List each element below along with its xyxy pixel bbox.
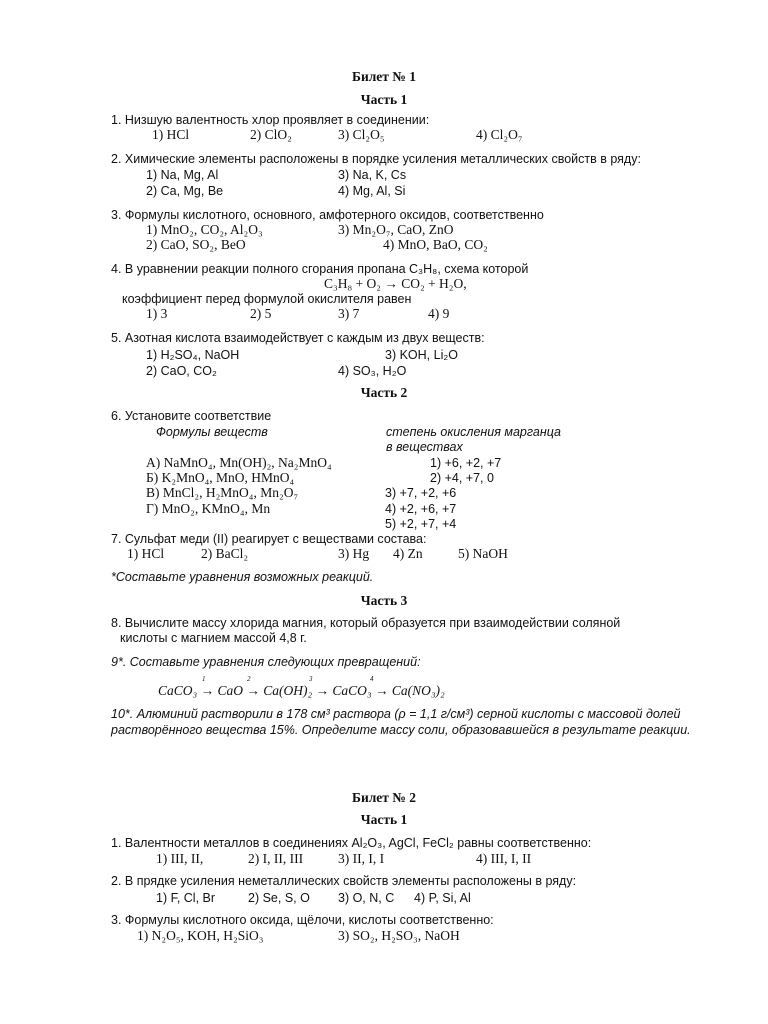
ticket-1-part-2-heading: Часть 2 — [360, 385, 408, 400]
t1-q5-option: 2) CaO, CO₂ — [146, 364, 217, 378]
t1-q6-left-item: А) NaMnO₄, Mn(OH)₂, Na₂MnO₄ — [146, 455, 332, 470]
t1-q3-option: 2) CaO, SO₂, BeO — [146, 237, 246, 252]
ticket-1-part-3-heading: Часть 3 — [360, 593, 408, 608]
t1-q4-option: 3) 7 — [338, 306, 360, 321]
t1-q1-option: 2) ClO₂ — [250, 127, 292, 142]
t1-q5-option: 4) SO₃, H₂O — [338, 364, 407, 378]
t1-q4-option: 4) 9 — [428, 306, 450, 321]
t2-q3-option: 1) N₂O₅, KOH, H₂SiO₃ — [137, 928, 264, 943]
ticket-2-title: Билет № 2 — [352, 790, 416, 805]
t1-q2-option: 1) Na, Mg, Al — [146, 168, 219, 182]
t1-q1-option: 1) HCl — [152, 127, 190, 142]
t1-q7-text: 7. Сульфат меди (II) реагирует с веществами состава: — [111, 532, 427, 546]
t1-q6-column-b-header: степень окисления марганца — [386, 425, 561, 439]
t1-q2-option: 3) Na, K, Cs — [338, 168, 407, 182]
t1-q9-step-number: 2 — [247, 675, 251, 683]
t1-q2-option: 2) Ca, Mg, Be — [146, 184, 224, 198]
t1-q5-option: 1) H₂SO₄, NaOH — [146, 348, 240, 362]
t1-q9-step-number: 4 — [370, 675, 374, 683]
t1-q6-left-item: Г) MnO₂, KMnO₄, Mn — [146, 501, 271, 516]
t2-q1-option: 2) I, II, III — [248, 851, 304, 866]
t1-q7-option: 1) HCl — [127, 546, 165, 561]
t1-q6-text: 6. Установите соответствие — [111, 409, 272, 423]
t1-q10-text: 10*. Алюминий растворили в 178 см³ раствора (ρ = 1,1 г/см³) серной кислоты с массовой долей — [111, 707, 681, 721]
t1-q6-right-item: 3) +7, +2, +6 — [385, 486, 457, 500]
ticket-1-part-1-heading: Часть 1 — [360, 92, 408, 107]
ticket-2-part-1-heading: Часть 1 — [360, 812, 408, 827]
t2-q2-option: 2) Se, S, O — [248, 891, 310, 905]
t2-q1-option: 3) II, I, I — [338, 851, 385, 866]
t1-q6-right-item: 5) +2, +7, +4 — [385, 517, 457, 531]
t1-q10-text-2: растворённого вещества 15%. Определите массу соли, образовавшейся в результате реакции. — [111, 723, 691, 737]
t2-q1-option: 1) III, II, — [156, 851, 204, 866]
t1-q3-option: 1) MnO₂, CO₂, Al₂O₃ — [146, 222, 263, 237]
t1-q9-text: 9*. Составьте уравнения следующих превращений: — [111, 655, 421, 669]
t2-q2-option: 1) F, Cl, Br — [156, 891, 216, 905]
t1-q4-option: 1) 3 — [146, 306, 168, 321]
t2-q3-option: 3) SO₂, H₂SO₃, NaOH — [338, 928, 460, 943]
t1-q6-column-a-header: Формулы веществ — [156, 425, 268, 439]
t1-q2-text: 2. Химические элементы расположены в порядке усиления металлических свойств в ряду: — [111, 152, 641, 166]
t1-q3-option: 3) Mn₂O₇, CaO, ZnO — [338, 222, 454, 237]
t1-q7-option: 2) BaCl₂ — [201, 546, 249, 561]
t1-q1-text: 1. Низшую валентность хлор проявляет в соединении: — [111, 113, 430, 127]
t2-q1-text: 1. Валентности металлов в соединениях Al₂O₃, AgCl, FeCl₂ равны соответственно: — [111, 836, 592, 850]
t2-q1-option: 4) III, I, II — [476, 851, 532, 866]
t1-q1-option: 3) Cl₂O₅ — [338, 127, 385, 142]
t1-q6-left-item: В) MnCl₂, H₂MnO₄, Mn₂O₇ — [146, 485, 299, 500]
t1-q6-left-item: Б) K₂MnO₄, MnO, HMnO₄ — [146, 470, 295, 485]
t1-q3-text: 3. Формулы кислотного, основного, амфотерного оксидов, соответственно — [111, 208, 544, 222]
t1-q4-scheme: C₃H₈ + O₂ → CO₂ + H₂O, — [324, 276, 467, 291]
t1-q2-option: 4) Mg, Al, Si — [338, 184, 406, 198]
ticket-1-title: Билет № 1 — [352, 69, 416, 84]
t1-q7-option: 4) Zn — [393, 546, 423, 561]
t1-q4-text: 4. В уравнении реакции полного сгорания пропана C₃H₈, схема которой — [111, 262, 529, 276]
t1-q4-option: 2) 5 — [250, 306, 272, 321]
t1-q7-note: *Составьте уравнения возможных реакций. — [111, 570, 374, 584]
t1-q8-text-2: кислоты с магнием массой 4,8 г. — [120, 631, 307, 645]
t2-q2-option: 3) O, N, C — [338, 891, 395, 905]
t1-q1-option: 4) Cl₂O₇ — [476, 127, 523, 142]
t2-q2-option: 4) P, Si, Al — [414, 891, 471, 905]
t1-q7-option: 5) NaOH — [458, 546, 508, 561]
t2-q2-text: 2. В прядке усиления неметаллических свойств элементы расположены в ряду: — [111, 874, 577, 888]
t1-q7-option: 3) Hg — [338, 546, 370, 561]
t1-q9-step-number: 1 — [202, 675, 206, 683]
t1-q6-right-item: 4) +2, +6, +7 — [385, 502, 457, 516]
t1-q6-column-b-header-2: в веществах — [386, 440, 463, 454]
t1-q5-text: 5. Азотная кислота взаимодействует с каждым из двух веществ: — [111, 331, 485, 345]
t1-q9-step-number: 3 — [309, 675, 313, 683]
t1-q6-right-item: 1) +6, +2, +7 — [430, 456, 502, 470]
t1-q9-chain: CaCO₃ → CaO → Ca(OH)₂ → CaCO₃ → Ca(NO₃)₂ — [158, 683, 445, 698]
t2-q3-text: 3. Формулы кислотного оксида, щёлочи, кислоты соответственно: — [111, 913, 494, 927]
t1-q8-text: 8. Вычислите массу хлорида магния, который образуется при взаимодействии соляной — [111, 616, 621, 630]
t1-q5-option: 3) KOH, Li₂O — [385, 348, 458, 362]
t1-q3-option: 4) MnO, BaO, CO₂ — [383, 237, 488, 252]
t1-q4-text-2: коэффициент перед формулой окислителя равен — [122, 292, 412, 306]
t1-q6-right-item: 2) +4, +7, 0 — [430, 471, 494, 485]
